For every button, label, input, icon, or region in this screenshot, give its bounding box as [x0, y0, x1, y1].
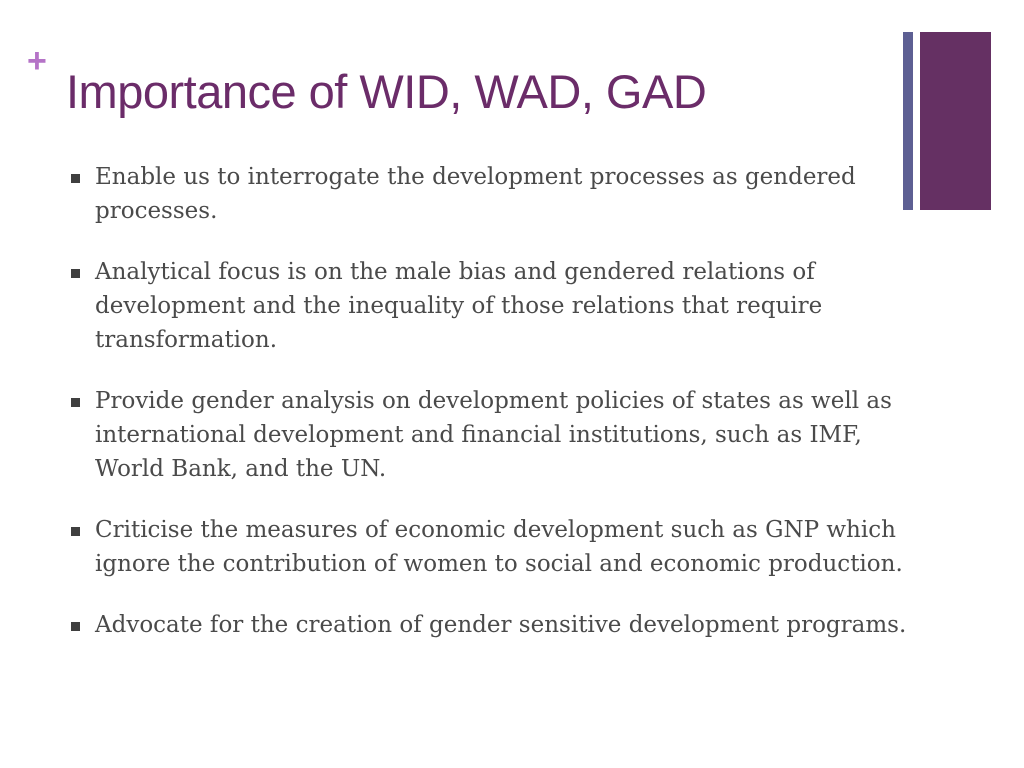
bullet-item	[68, 384, 918, 486]
bullet-text: Analytical focus is on the male bias and gendered relations of development and the inequality of those relations that require transformation.	[95, 259, 823, 353]
bullet-text: Provide gender analysis on development policies of states as well as international development and financial institutions, such as IMF, World Bank, and the UN.	[95, 388, 892, 482]
slide-title: Importance of WID, WAD, GAD	[66, 65, 707, 118]
bullet-item	[68, 255, 918, 357]
bullet-list	[68, 160, 918, 669]
square-bullet-icon	[71, 527, 80, 536]
bullet-text: Enable us to interrogate the development processes as gendered processes.	[95, 164, 856, 224]
bullet-text: Advocate for the creation of gender sensitive development programs.	[95, 612, 907, 638]
bullet-item	[68, 160, 918, 228]
bullet-text: Criticise the measures of economic development such as GNP which ignore the contribution of women to social and economic production.	[95, 517, 903, 577]
square-bullet-icon	[71, 269, 80, 278]
plus-icon: +	[27, 42, 47, 80]
bullet-item	[68, 608, 918, 642]
bullet-item	[68, 513, 918, 581]
square-bullet-icon	[71, 398, 80, 407]
square-bullet-icon	[71, 622, 80, 631]
square-bullet-icon	[71, 174, 80, 183]
accent-bar-thick	[920, 32, 991, 210]
